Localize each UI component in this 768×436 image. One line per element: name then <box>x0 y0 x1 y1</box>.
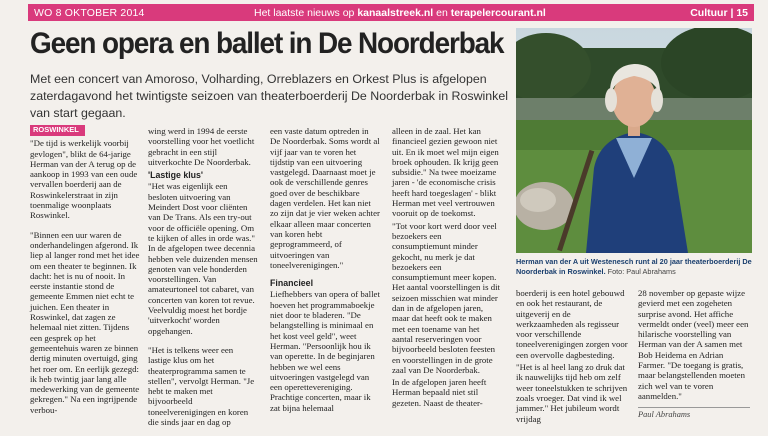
subheading-lastige-klus: 'Lastige klus' <box>148 170 204 181</box>
article-column-6 <box>638 288 750 421</box>
paragraph: "Het was eigenlijk een besloten uitvoering van Meindert Dost voor cliënten van De Trans. Als een try-out voor de officiële opening. Om te kijken of alles in orde was." In de afgelopen twee decennia hebben vele duizenden mensen genoten van vele honderden voorstellingen. Van amateurtoneel tot cabaret, van concerten van koren tot revue. Veelvuldig moest het bordje 'uitverkocht' worden opgehangen. <box>148 181 258 336</box>
paragraph: een vaste datum optreden in De Noorderbak. Soms wordt al vijf jaar van te voren het tijdstip van een uitvoering vastgelegd. Daarnaast moet je ook de verschillende genres goed over de beschikbare dagen verdelen. Het kan niet zo zijn dat je vier weken achter elkaar alleen maar concerten van koren hebt geprogrammeerd, of uitvoeringen van toneelverenigingen." <box>270 126 380 270</box>
news-joiner: en <box>433 6 451 19</box>
paragraph: alleen in de zaal. Het kan financieel gezien gewoon niet uit. En ik moet wel mijn eigen broek ophouden. Ik krijg geen subsidie." Na twee moeizame jaren - 'de economische crisis heeft hard toegeslagen' - blikt Herman met veel vertrouwen vooruit op de toekomst. <box>392 126 499 219</box>
paragraph: In de afgelopen jaren heeft Herman bepaald niet stil gezeten. Naast de theater- <box>392 377 487 408</box>
article-column-1 <box>30 124 140 415</box>
paragraph: "Tot voor kort werd door veel bezoekers een consumptiemunt minder gekocht, nu merk je dat bezoekers een consumptiemunt meer kopen. Het aantal voorstellingen is dit seizoen misschien wat minder dan in de afgelopen jaren, maar dat heeft ook te maken met een toename van het aantal reserveringen voor bijvoorbeeld besloten feesten en voorstellingen in de grote zaal van De Noorderbak. <box>392 220 500 375</box>
article-column-2 <box>148 126 258 427</box>
article-lead: Met een concert van Amoroso, Volharding, Orreblazers en Orkest Plus is afgelopen zaterdagavond het twintigste seizoen van theaterboerderij De Noorderbak in Roswinkel van start gegaan. <box>30 72 509 120</box>
paragraph: "Het is telkens weer een lastige klus om het theaterprogramma samen te stellen", vervolgt Herman. "Je hebt te maken met bijvoorbeeld toneelverenigingen en koren die sinds jaar en dag op <box>148 344 255 428</box>
page-header-bar <box>28 4 754 21</box>
subheading-financieel: Financieel <box>270 278 314 289</box>
article-column-5 <box>516 288 628 424</box>
issue-date: WO 8 OKTOBER 2014 <box>34 6 145 19</box>
paragraph: "Het is al heel lang zo druk dat ik nauwelijks tijd heb om zelf weer toneelstukken te schrijven zoals vroeger. Dat vind ik wel jammer." Het jubileum wordt vrijdag <box>516 362 628 424</box>
article-column-3 <box>270 126 380 413</box>
article-headline: Geen opera en ballet in De Noorderbak <box>30 27 504 60</box>
site-link-terapelercourant[interactable]: terapelercourant.nl <box>450 6 546 19</box>
paragraph: Liefhebbers van opera of ballet hoeven het programmaboekje niet door te bladeren. "De belangstelling is minimaal en het kost veel geld", weet Herman. "Persoonlijk hou ik van operette. In de beginjaren hebben we wel eens uitvoeringen vastgelegd van een operettevereniging. Prachtige concerten, maar ik zat bijna helemaal <box>270 289 380 413</box>
author-signature: Paul Abrahams <box>638 407 750 420</box>
paragraph: "Binnen een uur waren de onderhandelingen afgerond. Ik liep al langer rond met het idee om een theater te beginnen. Ik dacht: het is nu of nooit. In eerste instantie stond de gemeente Emmen niet echt te juichen. Een theater in Roswinkel, dat zagen ze helemaal niet zitten. Tijdens een gesprek op het gemeentehuis waren ze binnen dertig minuten overtuigd, ging het roer om. En eerlijk gezegd: ik heb twintig jaar lang alle medewerking van de gemeente gekregen." Na een ingrijpende verbou- <box>30 229 140 415</box>
news-line <box>254 7 690 19</box>
article-column-4 <box>392 126 502 408</box>
paragraph: "De tijd is werkelijk voorbij gevlogen", blikt de 64-jarige Herman van der A terug op de aankoop in 1993 van een oude vervallen boerderij aan de Roswinkelerstraat in zijn toenmalige woonplaats Roswinkel. <box>30 138 138 221</box>
photo-caption <box>516 257 752 276</box>
dateline-kicker: ROSWINKEL <box>30 125 85 136</box>
portrait-photo-illustration <box>516 28 752 253</box>
site-link-kanaalstreek[interactable]: kanaalstreek.nl <box>357 6 434 19</box>
photo-caption-text: Herman van der A uit Westenesch runt al 20 jaar theaterboerderij De Noorderbak in Roswinkel. <box>516 257 752 276</box>
paragraph: wing werd in 1994 de eerste voorstelling voor het voetlicht gebracht in een stijl uitverkochte De Noorderbak. <box>148 126 255 167</box>
paragraph: 28 november op gepaste wijze gevierd met een zogeheten surprise avond. Het affiche vermeldt onder (veel) meer een hilarische voorstelling van Herman van der A samen met Bob Heidema en Adrian Farmer. "De toegang is gratis, maar belangstellenden moeten zich wel van te voren aanmelden." <box>638 288 749 401</box>
photo-credit: Foto: Paul Abrahams <box>607 266 676 276</box>
paragraph: boerderij is een hotel gebouwd en ook het restaurant, de uitgeverij en de werkzaamheden als regisseur voor verschillende toneelverenigingen zorgen voor een overvolle dagbesteding. <box>516 288 628 360</box>
news-prefix: Het laatste nieuws op <box>254 6 358 19</box>
section-page-number: Cultuur | 15 <box>690 6 748 19</box>
article-photo <box>516 28 752 253</box>
